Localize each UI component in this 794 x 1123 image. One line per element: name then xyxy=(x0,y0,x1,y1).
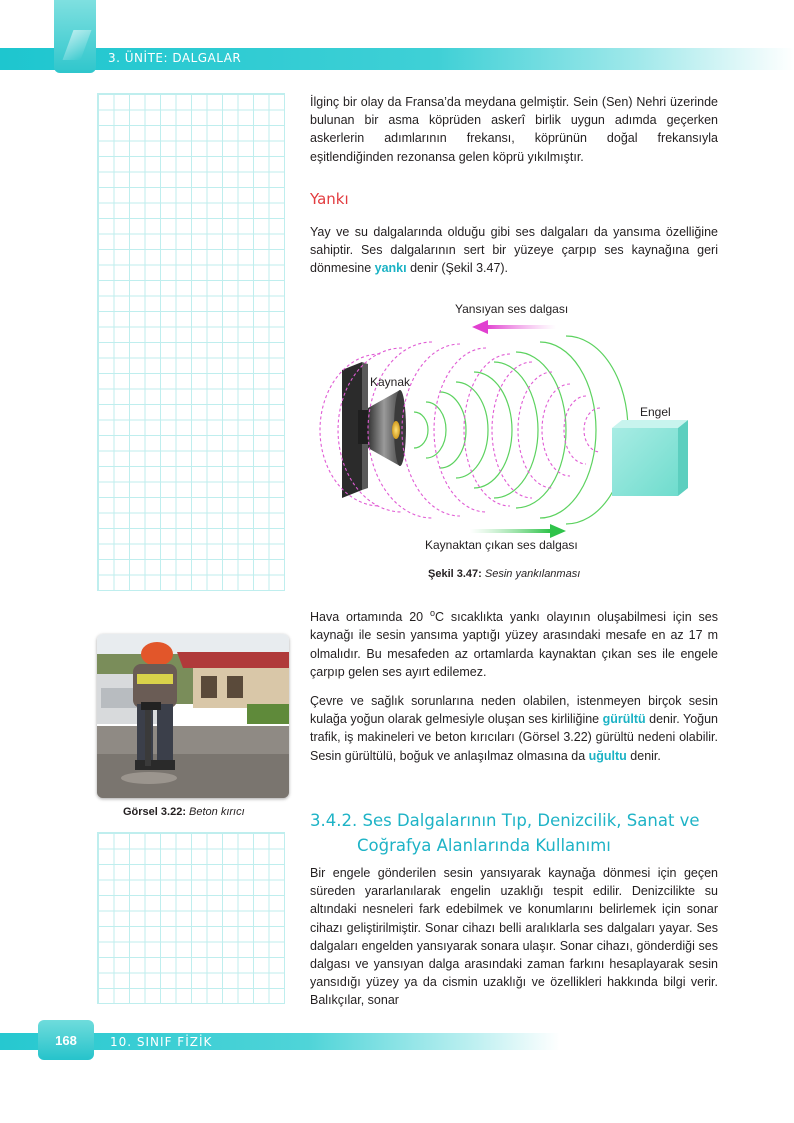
paragraph-sonar: Bir engele gönderilen sesin yansıyarak kaynağa dönmesi için geçen süreden yararlanılarak engelin uzaklığı tespit edilir. Denizcilikte su altındaki nesneleri fark edebilmek ve konumlarını belirlemek için sonar cihazı geliştirilmiştir. Sonar cihazı belli aralıklarla ses dalgaları yayar. Ses dalgaları engelden yansıyarak sonara ulaşır. Sonar cihazı, gönderdiği ses dalgası ve yansıyan dalga arasındaki zaman farkını hesaplayarak sesin yansıdığı yüzey ya da cismin uzaklığı ve özellikleri hakkında bilgi verir. Balıkçılar, sonar xyxy=(310,866,718,1008)
note-grid-bottom xyxy=(97,832,285,1004)
keyword-ugultu: uğultu xyxy=(588,748,627,763)
note-grid-top xyxy=(97,93,285,591)
section-heading-3-4-2: 3.4.2. Ses Dalgalarının Tıp, Denizcilik, Sanat ve Coğrafya Alanlarında Kullanımı xyxy=(310,811,700,855)
paragraph-echo-distance: Hava ortamında 20 $^o$C sıcaklıkta yankı olayının oluşabilmesi için ses kaynağı ile sesin yansıma yaptığı yüzey arasındaki mesafe en az 17 m olmalıdır. Bu mesafeden az ortamlarda kaynaktan çıkan ses ile engele çarpıp gelen ses ayırt edilemez. xyxy=(310,608,718,679)
label-emitted-wave: Kaynaktan çıkan ses dalgası xyxy=(425,538,578,552)
label-obstacle: Engel xyxy=(640,405,671,419)
obstacle-cube xyxy=(612,420,688,496)
footer-title: 10. SINIF FİZİK xyxy=(110,1035,213,1049)
label-source: Kaynak xyxy=(370,375,411,389)
paragraph-bridge-collapse: İlginç bir olay da Fransa’da meydana gelmiştir. Sein (Sen) Nehri üzerinde bulunan bir asma köprüden askerî birlik uygun adımda geçerken askerlerin adımlarının frekansı, köprünün doğal frekansıyla eşitlendiğinden rezonansa gelen köprü yıkılmıştır. xyxy=(310,95,718,164)
page-number: 168 xyxy=(55,1033,77,1048)
label-reflected-wave: Yansıyan ses dalgası xyxy=(455,302,569,316)
keyword-gurultu: gürültü xyxy=(602,712,646,727)
jackhammer-photo xyxy=(97,634,289,798)
emitted-arrow xyxy=(470,524,566,538)
header-tab xyxy=(54,0,96,73)
heading-yanki: Yankı xyxy=(310,190,349,208)
unit-title: 3. ÜNİTE: DALGALAR xyxy=(108,51,242,65)
page-number-tab xyxy=(38,1020,94,1060)
paragraph-noise: Çevre ve sağlık sorunlarına neden olabilen, istenmeyen birçok sesin kulağa yoğun olarak gelmesiyle oluşan ses kirliliğine gürültü denir. Yoğun trafik, iş makineleri ve beton kırıcıları (Görsel 3.22) gürültü nedeni olabilir. Sesin gürültülü, boğuk ve anlaşılmaz olmasına da uğultu denir. xyxy=(310,694,718,763)
keyword-yanki: yankı xyxy=(374,261,407,276)
figure-caption: Şekil 3.47: Sesin yankılanması xyxy=(428,568,581,580)
paragraph-echo-definition: Yay ve su dalgalarında olduğu gibi ses dalgaları da yansıma özelliğine sahiptir. Ses dalgalarının sert bir yüzeye çarpıp ses kaynağına geri dönmesine yankı denir (Şekil 3.47). xyxy=(310,225,718,276)
echo-figure xyxy=(310,290,720,580)
reflected-arrow xyxy=(472,320,556,334)
photo-caption: Görsel 3.22: Beton kırıcı xyxy=(123,806,245,818)
